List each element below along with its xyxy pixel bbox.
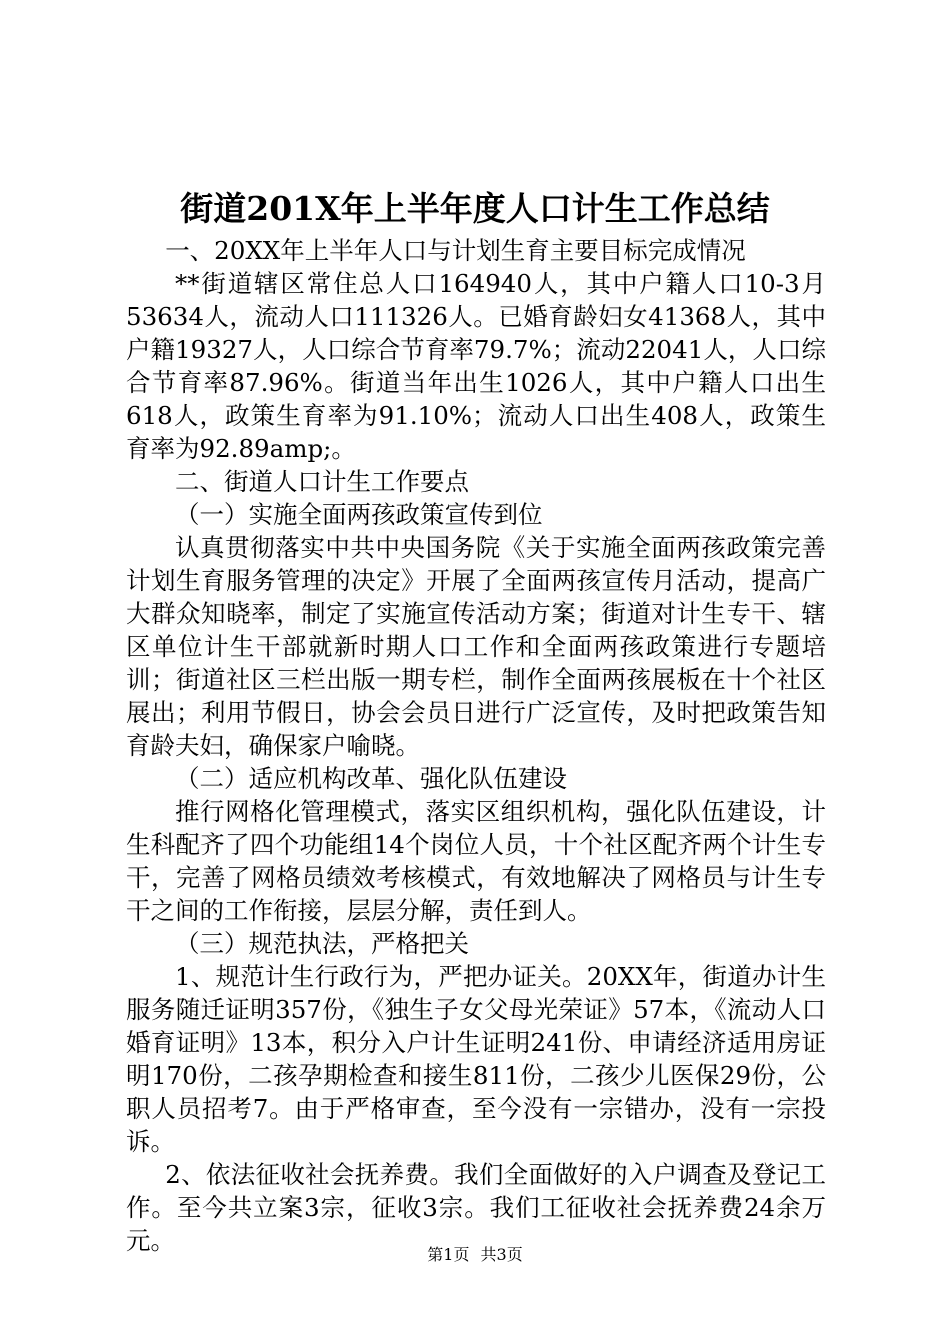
page-footer [0,1244,950,1266]
page-number: 第1页 [427,1245,470,1264]
paragraph-social-fees: 2、依法征收社会抚养费。我们全面做好的入户调查及登记工作。至今共立案3宗，征收3宗。我们工征收社会抚养费24余万元。 [126,1160,826,1255]
paragraph-population-stats: **街道辖区常住总人口164940人，其中户籍人口10-3月53634人，流动人口111326人。已婚育龄妇女41368人，其中户籍19327人，人口综合节育率79.7%；流动22041人，人口综合节育率87.96%。街道当年出生1026人，其中户籍人口出生618人，政策生育率为91.10%；流动人口出生408人，政策生育率为92.89amp;。 [126,269,826,463]
document-title: 街道201X年上半年度人口计生工作总结 [180,189,770,228]
subsection-heading-1: （一）实施全面两孩政策宣传到位 [175,500,543,529]
document-body [126,234,826,1257]
section-heading-1: 一、20XX年上半年人口与计划生育主要目标完成情况 [165,236,746,265]
section-heading-2: 二、街道人口计生工作要点 [175,467,469,496]
page-total: 共3页 [480,1245,523,1264]
subsection-heading-2: （二）适应机构改革、强化队伍建设 [175,764,567,793]
paragraph-publicity: 认真贯彻落实中共中央国务院《关于实施全面两孩政策完善计划生育服务管理的决定》开展了全面两孩宣传月活动，提高广大群众知晓率，制定了实施宣传活动方案；街道对计生专干、辖区单位计生干部就新时期人口工作和全面两孩政策进行专题培训；街道社区三栏出版一期专栏，制作全面两孩展板在十个社区展出；利用节假日，协会会员日进行广泛宣传，及时把政策告知育龄夫妇，确保家户喻晓。 [126,533,826,760]
subsection-heading-3: （三）规范执法，严格把关 [175,929,469,958]
paragraph-team-building: 推行网格化管理模式，落实区组织机构，强化队伍建设，计生科配齐了四个功能组14个岗位人员，十个社区配齐两个计生专干，完善了网格员绩效考核模式，有效地解决了网格员与计生专干之间的工作衔接，层层分解，责任到人。 [126,797,826,925]
paragraph-certificates: 1、规范计生行政行为，严把办证关。20XX年，街道办计生服务随迁证明357份，《独生子女父母光荣证》57本，《流动人口婚育证明》13本，积分入户计生证明241份、申请经济适用房证明170份，二孩孕期检查和接生811份，二孩少儿医保29份，公职人员招考7。由于严格审查，至今没有一宗错办，没有一宗投诉。 [126,962,826,1156]
